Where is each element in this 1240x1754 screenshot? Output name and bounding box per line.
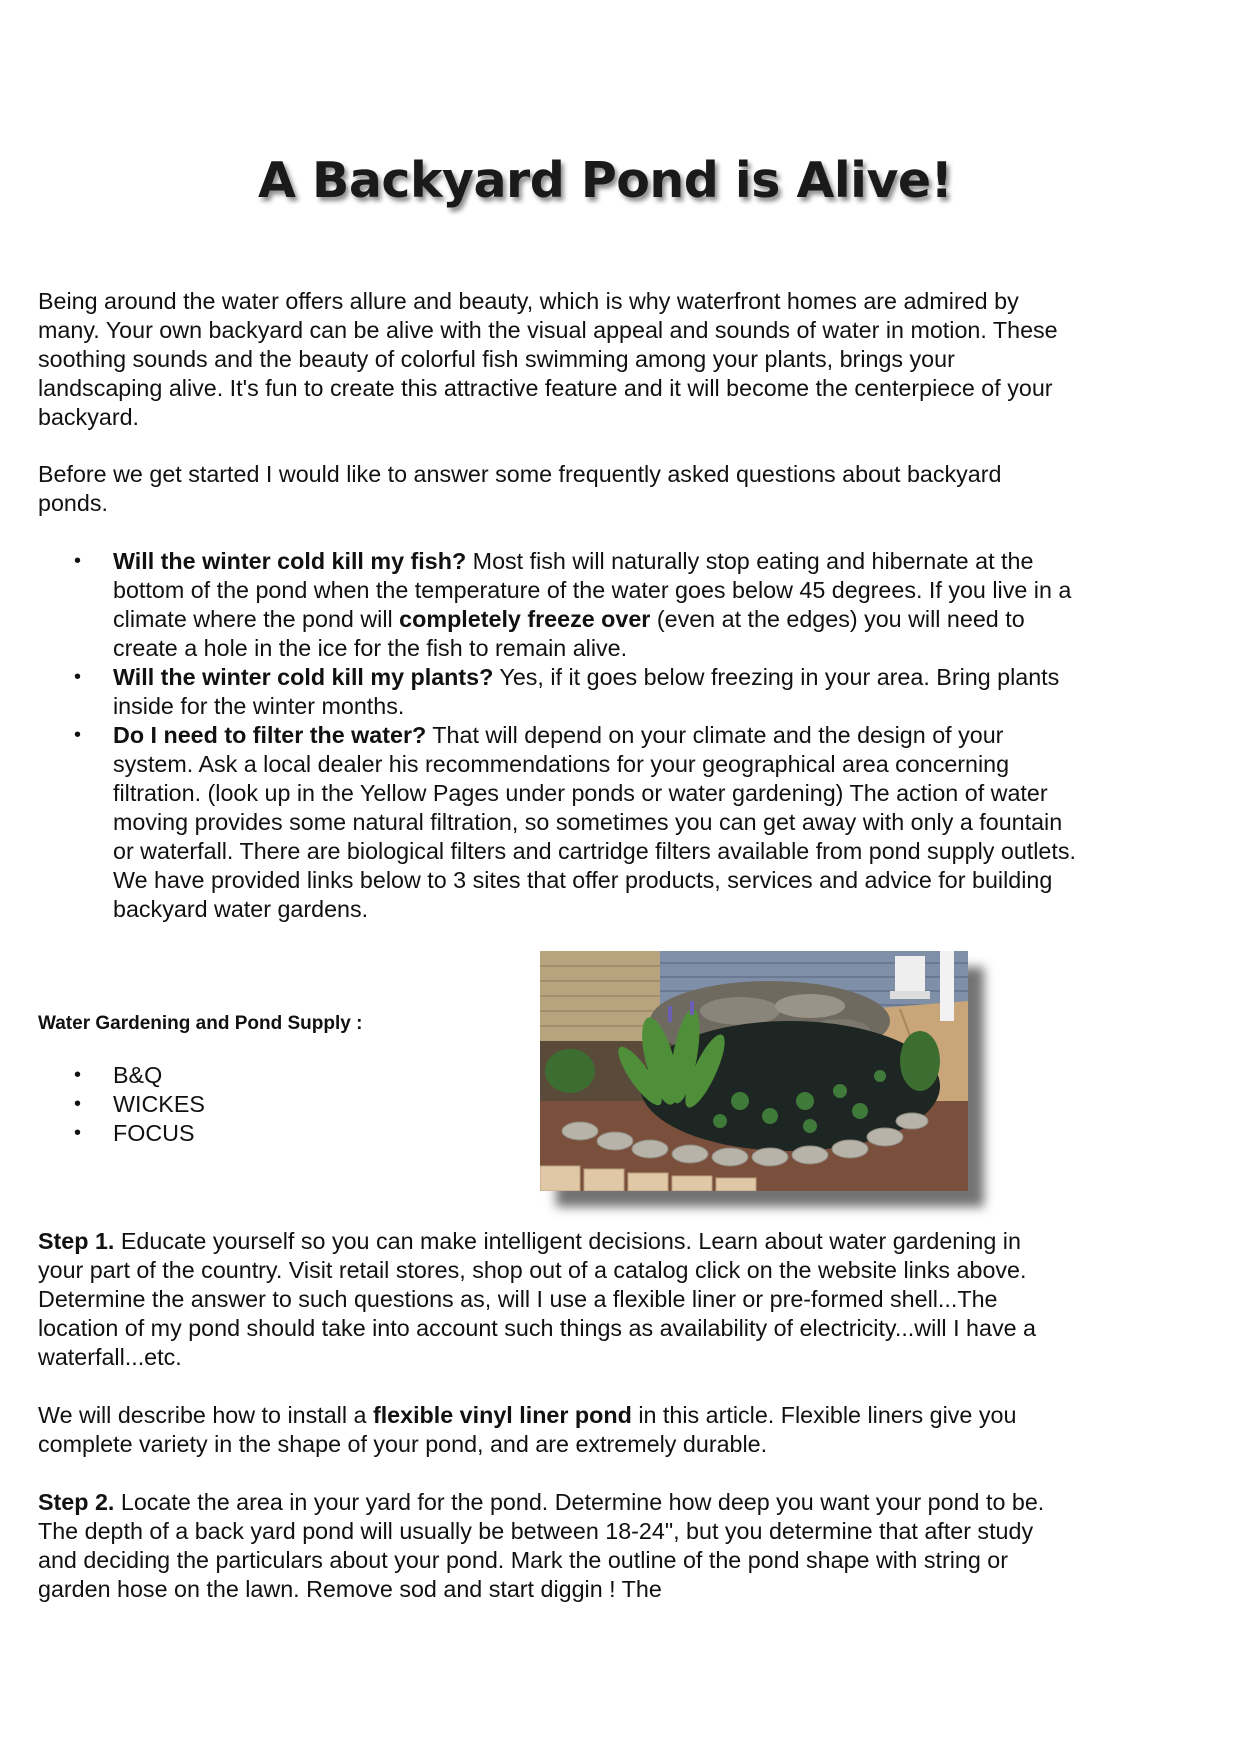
- supply-heading: Water Gardening and Pond Supply :: [38, 1013, 363, 1034]
- supplier-link[interactable]: • WICKES: [38, 1090, 1078, 1119]
- faq-answer: Yes, if it goes below freezing in your area. Bring plants inside for the winter months.: [113, 664, 1060, 719]
- step2-text: Locate the area in your yard for the pond. Determine how deep you want your pond to be. The depth of a back yard pond will usually be between 18-24", but you determine that after study and deciding the particulars about your pond. Mark the outline of the pond shape with string or garden hose on the lawn. Remove sod and start diggin ! The: [38, 1489, 1045, 1602]
- faq-list: [38, 547, 1078, 924]
- faq-question: Do I need to filter the water?: [113, 722, 427, 748]
- faq-answer: Most fish will naturally stop eating and hibernate at the bottom of the pond when the temperature of the water goes below 45 degrees. If you live in a climate where the pond will: [113, 548, 1072, 632]
- step1-text: Educate yourself so you can make intelligent decisions. Learn about water gardening in your part of the country. Visit retail stores, shop out of a catalog click on the website links above. Determine the answer to such questions as, will I use a flexible liner or pre-formed shell...The location of my pond should take into account such things as availability of electricity...will I have a waterfall...etc.: [38, 1228, 1036, 1370]
- step2-label: Step 2.: [38, 1489, 115, 1515]
- faq-item: [38, 721, 1078, 924]
- faq-item: [38, 663, 1078, 721]
- liner-emphasis: flexible vinyl liner pond: [372, 1402, 632, 1428]
- liner-text: We will describe how to install a: [38, 1402, 373, 1428]
- faq-item: [38, 547, 1078, 663]
- liner-text: in this article. Flexible liners give you complete variety in the shape of your pond, and are extremely durable.: [38, 1402, 1017, 1457]
- faq-question: Will the winter cold kill my plants?: [113, 664, 494, 690]
- page-title: A Backyard Pond is Alive!: [258, 152, 953, 209]
- step1-paragraph: [38, 1227, 1068, 1372]
- supplier-link[interactable]: • B&Q: [38, 1061, 1078, 1090]
- step2-paragraph: [38, 1488, 1068, 1604]
- intro-paragraph: Being around the water offers allure and beauty, which is why waterfront homes are admired by many. Your own backyard can be alive with the visual appeal and sounds of water in motion. These soothing sounds and the beauty of colorful fish swimming among your plants, brings your landscaping alive. It's fun to create this attractive feature and it will become the centerpiece of your backyard.: [38, 288, 1058, 430]
- faq-answer: That will depend on your climate and the design of your system. Ask a local dealer his recommendations for your geographical area concerning filtration. (look up in the Yellow Pages under ponds or water gardening) The action of water moving provides some natural filtration, so sometimes you can get away with only a fountain or waterfall. There are biological filters and cartridge filters available from pond supply outlets. We have provided links below to 3 sites that offer products, services and advice for building backyard water gardens.: [113, 722, 1076, 922]
- faq-intro-paragraph: Before we get started I would like to answer some frequently asked questions about backyard ponds.: [38, 461, 1002, 516]
- pond-illustration: [540, 951, 968, 1191]
- supplier-link[interactable]: • FOCUS: [38, 1119, 1078, 1148]
- step1-label: Step 1.: [38, 1228, 115, 1254]
- pond-photo: [540, 951, 968, 1191]
- faq-answer: (even at the edges) you will need to create a hole in the ice for the fish to remain alive.: [113, 606, 1025, 661]
- liner-paragraph: [38, 1401, 1068, 1459]
- faq-emphasis: completely freeze over: [399, 606, 651, 632]
- faq-question: Will the winter cold kill my fish?: [113, 548, 467, 574]
